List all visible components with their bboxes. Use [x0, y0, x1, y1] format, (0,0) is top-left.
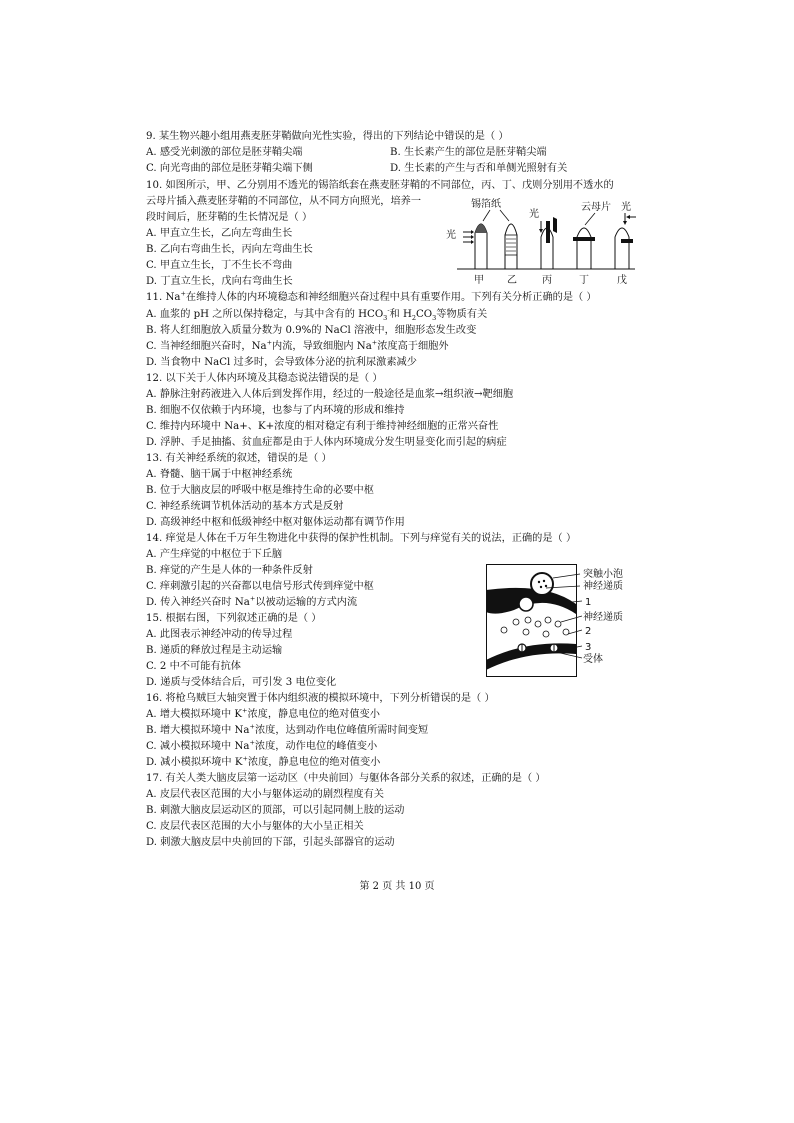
- q16-option-b: [146, 724, 428, 737]
- q11-option-d: D. 当食物中 NaCl 过多时，会导致体分泌的抗利尿激素减少: [146, 357, 417, 368]
- synapse-figure: [486, 564, 646, 679]
- q11-a-part1: A. 血浆的 pH 之所以保持稳定，与其中含有的 HCO: [146, 309, 384, 320]
- neurotransmitter-label-top: 神经递质: [583, 581, 623, 592]
- q16-option-c: [146, 740, 377, 753]
- q12-option-a: A. 静脉注射药液进入人体后到发挥作用，经过的一般途径是血浆→组织液→靶细胞: [146, 389, 514, 400]
- q9-option-d: D. 生长素的产生与否和单侧光照射有关: [390, 163, 568, 174]
- q15-stem: 15. 根据右图，下列叙述正确的是（ ）: [146, 613, 322, 624]
- q9-stem: 9. 某生物兴趣小组用燕麦胚芽鞘做向光性实验，得出的下列结论中错误的是（ ）: [146, 131, 509, 142]
- light-label-jia: 光: [446, 230, 456, 241]
- q12-stem: 12. 以下关于人体内环境及其稳态说法错误的是（ ）: [146, 373, 383, 384]
- superscript: +: [266, 338, 273, 347]
- q10-stem-line2: 云母片插入燕麦胚芽鞘的不同部位，从不同方向照光，培养一: [146, 196, 422, 207]
- q10-option-c: C. 甲直立生长，丁不生长不弯曲: [146, 260, 293, 271]
- superscript: +: [371, 338, 378, 347]
- q13-option-b: B. 位于大脑皮层的呼吸中枢是维持生命的必要中枢: [146, 485, 374, 496]
- superscript: +: [242, 706, 248, 715]
- q14-option-d: [146, 596, 357, 609]
- coleoptile-figure: [445, 197, 647, 285]
- q11-stem-part2: 在维持人体的内环境稳态和神经细胞兴奋过程中具有重要作用。下列有关分析正确的是（ ）: [185, 292, 597, 303]
- q15-option-c: C. 2 中不可能有抗体: [146, 661, 241, 672]
- q11-c-part1: C. 当神经细胞兴奋时，Na: [146, 341, 267, 352]
- q11-stem: [146, 291, 597, 304]
- mica-label: 云母片: [581, 202, 611, 213]
- q14-d-part1: D. 传入神经兴奋时 Na: [146, 597, 250, 608]
- q16-a-part1: A. 增大模拟环境中 K: [146, 709, 242, 720]
- q11-a-part4: 等物质有关: [436, 309, 488, 320]
- q16-d-part2: 浓度，静息电位的绝对值变小: [247, 757, 381, 768]
- q13-stem: 13. 有关神经系统的叙述，错误的是（ ）: [146, 453, 332, 464]
- label-3: 3: [585, 642, 592, 653]
- q10-option-b: B. 乙向右弯曲生长，丙向左弯曲生长: [146, 244, 313, 255]
- q11-stem-part1: 11. Na: [146, 292, 181, 303]
- q10-stem-line1: 10. 如图所示，甲、乙分别用不透光的锡箔纸套在燕麦胚芽鞘的不同部位，丙、丁、戊则分别用不透水的: [146, 180, 614, 191]
- q11-a-part2: 和 H: [389, 309, 412, 320]
- neurotransmitter-label: 神经递质: [583, 612, 623, 623]
- q9-option-b: B. 生长素产生的部位是胚芽鞘尖端: [390, 147, 547, 158]
- q16-c-part2: 浓度，动作电位的峰值变小: [254, 741, 378, 752]
- q15-option-d: D. 递质与受体结合后，可引发 3 电位变化: [146, 677, 337, 688]
- superscript: +: [249, 594, 256, 603]
- q13-option-c: C. 神经系统调节机体活动的基本方式是反射: [146, 501, 344, 512]
- q16-a-part2: 浓度，静息电位的绝对值变小: [247, 709, 380, 720]
- receptor-label: 受体: [583, 654, 603, 665]
- q14-option-b: B. 痒觉的产生是人体的一种条件反射: [146, 565, 313, 576]
- light-label-wu: 光: [621, 202, 631, 213]
- q16-c-part1: C. 减小模拟环境中 Na: [146, 741, 250, 752]
- q17-option-d: D. 刺激大脑皮层中央前回的下部，引起头部器官的运动: [146, 837, 395, 848]
- q9-option-a: A. 感受光刺激的部位是胚芽鞘尖端: [146, 147, 303, 158]
- subscript: 2: [411, 314, 416, 323]
- q15-option-a: A. 此图表示神经冲动的传导过程: [146, 629, 293, 640]
- q17-stem: 17. 有关人类大脑皮层第一运动区（中央前回）与躯体各部分关系的叙述，正确的是（ ）: [146, 773, 546, 784]
- subscript: 3: [383, 314, 388, 323]
- subscript: 3: [432, 314, 437, 323]
- q16-stem: 16. 将枪乌贼巨大轴突置于体内组织液的模拟环境中，下列分析错误的是（ ）: [146, 693, 495, 704]
- label-jia: 甲: [474, 275, 484, 285]
- foil-label: 锡箔纸: [471, 199, 501, 210]
- q10-option-a: A. 甲直立生长，乙向左弯曲生长: [146, 228, 293, 239]
- q14-d-part2: 以被动运输的方式内流: [255, 597, 358, 608]
- synaptic-vesicle-label: 突触小泡: [583, 569, 623, 580]
- q11-c-part2: 内流，导致细胞内 Na: [272, 341, 372, 352]
- q12-option-d: D. 浮肿、手足抽搐、贫血症都是由于人体内环境成分发生明显变化而引起的病症: [146, 437, 507, 448]
- q17-option-b: B. 刺激大脑皮层运动区的顶部，可以引起同侧上肢的运动: [146, 805, 405, 816]
- label-wu: 戊: [617, 275, 627, 285]
- q14-option-a: A. 产生痒觉的中枢位于下丘脑: [146, 549, 283, 560]
- q13-option-d: D. 高级神经中枢和低级神经中枢对躯体运动都有调节作用: [146, 517, 405, 528]
- label-bing: 丙: [542, 275, 552, 285]
- q11-a-part3: CO: [415, 309, 433, 320]
- superscript: +: [242, 754, 248, 763]
- q10-stem-line3: 段时间后，胚芽鞘的生长情况是（ ）: [146, 212, 313, 223]
- page-footer: 第 2 页 共 10 页: [359, 881, 435, 892]
- q11-option-b: B. 将人红细胞放入质量分数为 0.9%的 NaCl 溶液中，细胞形态发生改变: [146, 325, 477, 336]
- q16-b-part1: B. 增大模拟环境中 Na: [146, 725, 250, 736]
- q12-option-c: C. 维持内环境中 Na+、K+浓度的相对稳定有利于维持神经细胞的正常兴奋性: [146, 421, 499, 432]
- q16-option-a: [146, 708, 380, 721]
- q15-option-b: B. 递质的释放过程是主动运输: [146, 645, 283, 656]
- label-yi: 乙: [507, 275, 517, 285]
- superscript: +: [249, 738, 255, 747]
- coleoptile-ding: [573, 228, 595, 269]
- q16-d-part1: D. 减小模拟环境中 K: [146, 757, 243, 768]
- q10-option-d: D. 丁直立生长，戊向右弯曲生长: [146, 276, 293, 287]
- q14-stem: 14. 痒觉是人体在千万年生物进化中获得的保护性机制。下列与痒觉有关的说法，正确的是（ ）: [146, 533, 577, 544]
- q11-option-c: [146, 340, 449, 353]
- label-2: 2: [585, 626, 592, 637]
- q14-option-c: C. 痒刺激引起的兴奋都以电信号形式传到痒觉中枢: [146, 581, 374, 592]
- q11-c-part3: 浓度高于细胞外: [377, 341, 449, 352]
- light-label-yi: 光: [529, 209, 539, 220]
- q11-option-a: [146, 308, 487, 321]
- superscript: +: [180, 289, 186, 298]
- q16-b-part2: 浓度，达到动作电位峰值所需时间变短: [254, 725, 429, 736]
- q9-option-c: C. 向光弯曲的部位是胚芽鞘尖端下侧: [146, 163, 313, 174]
- q17-option-c: C. 皮层代表区范围的大小与躯体的大小呈正相关: [146, 821, 364, 832]
- q12-option-b: B. 细胞不仅依赖于内环境，也参与了内环境的形成和维持: [146, 405, 405, 416]
- q16-option-d: [146, 756, 380, 769]
- label-ding: 丁: [579, 275, 589, 285]
- coleoptile-yi: [505, 224, 517, 269]
- label-1: 1: [585, 597, 592, 608]
- coleoptile-wu: [615, 228, 633, 269]
- coleoptile-jia: [475, 224, 487, 269]
- superscript: -: [387, 306, 390, 315]
- q17-option-a: A. 皮层代表区范围的大小与躯体运动的剧烈程度有关: [146, 789, 384, 800]
- q13-option-a: A. 脊髓、脑干属于中枢神经系统: [146, 469, 293, 480]
- superscript: +: [249, 722, 255, 731]
- coleoptile-bing: [541, 217, 557, 269]
